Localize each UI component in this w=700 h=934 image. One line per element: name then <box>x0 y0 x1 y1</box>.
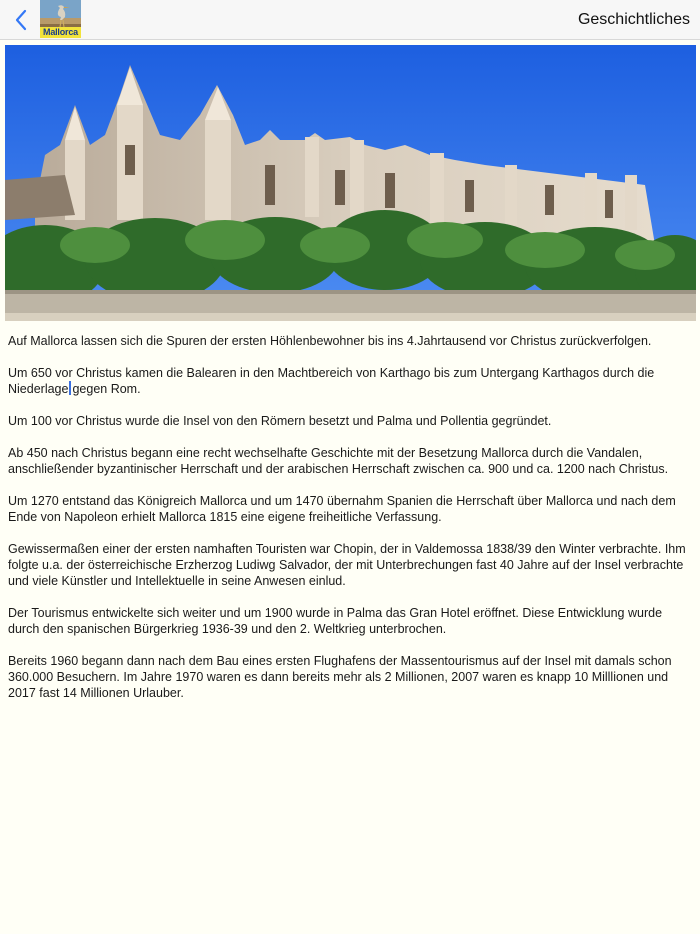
article-body <box>8 333 692 717</box>
back-button[interactable] <box>8 6 34 34</box>
paragraph: Bereits 1960 begann dann nach dem Bau eines ersten Flughafens der Massentourismus auf der Insel mit damals schon 360.000 Besuchern. Im Jahre 1970 waren es dann bereits mehr als 2 Millionen, 2007 waren es knapp 10 Milllionen und 2017 fast 14 Millionen Urlauber. <box>8 654 672 700</box>
paragraph: Um 1270 entstand das Königreich Mallorca und um 1470 übernahm Spanien die Herrschaft über Mallorca und nach dem Ende von Napoleon erhielt Mallorca 1815 eine eigene freiheitliche Verfassung. <box>8 494 676 524</box>
paragraph-text-tail: gegen Rom. <box>72 382 141 396</box>
app-icon-label: Mallorca <box>40 27 81 38</box>
cathedral-photo <box>5 45 696 321</box>
paragraph: Ab 450 nach Christus begann eine recht wechselhafte Geschichte mit der Besetzung Mallorca durch die Vandalen, anschließender byzantinischer Herrschaft und der arabischen Herrschaft zwischen ca. 900 und ca. 1200 nach Christus. <box>8 446 669 476</box>
paragraph-text: Um 650 vor Christus kamen die Balearen in den Machtbereich von Karthago bis zum Untergang Karthagos durch die Niederlage <box>8 366 655 396</box>
paragraph <box>8 365 692 397</box>
app-icon[interactable] <box>40 0 81 39</box>
navigation-bar <box>0 0 700 40</box>
paragraph: Der Tourismus entwickelte sich weiter und um 1900 wurde in Palma das Gran Hotel eröffnet. Diese Entwicklung wurde durch den spanischen Bürgerkrieg 1936-39 und den 2. Weltkrieg unterbrochen. <box>8 606 663 636</box>
hero-image <box>5 45 696 321</box>
page-title: Geschichtliches <box>577 11 690 28</box>
chevron-left-icon <box>14 9 28 31</box>
paragraph: Auf Mallorca lassen sich die Spuren der ersten Höhlenbewohner bis ins 4.Jahrtausend vor Christus zurückverfolgen. <box>8 334 652 348</box>
paragraph: Um 100 vor Christus wurde die Insel von den Römern besetzt und Palma und Pollentia gegründet. <box>8 414 552 428</box>
paragraph: Gewissermaßen einer der ersten namhaften Touristen war Chopin, der in Valdemossa 1838/39 den Winter verbrachte. Ihm folgte u.a. der österreichische Erzherzog Ludiwg Salvador, der mit Unterbrechungen fast 40 Jahre auf der Insel verbrachte und viele Künstler und Intellektuelle in seine Anwesen einlud. <box>8 542 686 588</box>
